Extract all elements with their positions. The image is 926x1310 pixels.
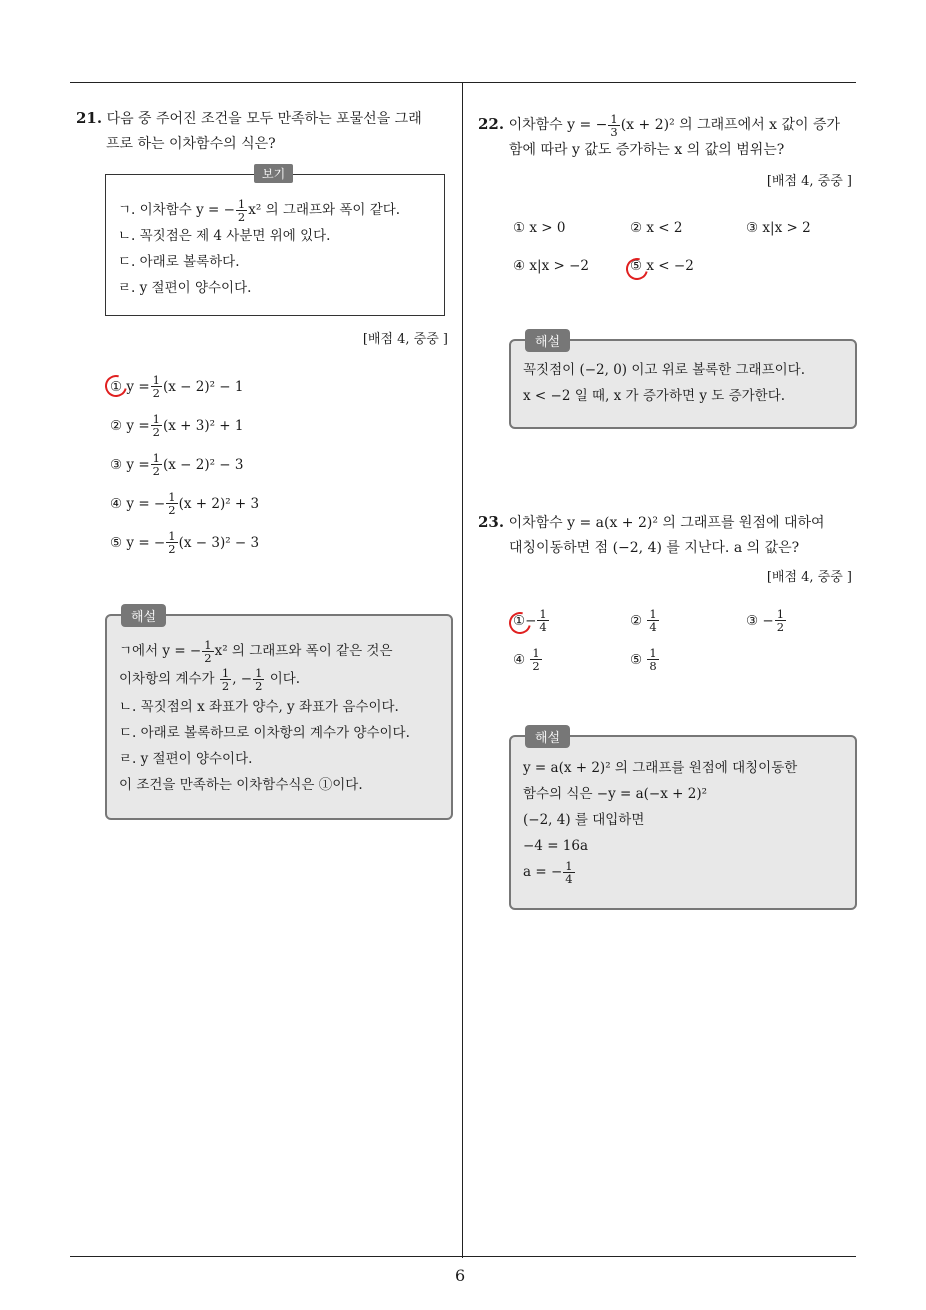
condition-box-label: 보기 xyxy=(254,164,293,183)
option-4[interactable]: ④ y = − $\frac{1}{2}$ (x + 2)² + 3 xyxy=(110,490,260,517)
solution-line: x < −2 일 때, x 가 증가하면 y 도 증가한다. xyxy=(523,388,786,404)
option-2[interactable]: ② $\frac{1}{4}$ xyxy=(630,607,657,634)
option-4[interactable]: ④ $\frac{1}{2}$ xyxy=(513,646,540,673)
score-label: [배점 4, 중중 ] xyxy=(766,174,852,189)
solution-label: 해설 xyxy=(121,604,166,627)
condition-line: ㄷ. 아래로 볼록하다. xyxy=(118,254,240,270)
solution-box xyxy=(509,731,857,910)
solution-line: 이차항의 계수가 $\frac{1}{2}$ , − $\frac{1}{2}$ 이다. xyxy=(119,666,301,693)
question-text-line2: 프로 하는 이차함수의 식은? xyxy=(106,136,276,152)
column-divider xyxy=(462,82,463,1258)
question-number: 23. xyxy=(478,513,505,531)
solution-label: 해설 xyxy=(525,329,570,352)
solution-line: 꼭짓점이 (−2, 0) 이고 위로 볼록한 그래프이다. xyxy=(523,362,806,378)
question-22: 22. 이차함수 y = − $\frac{1}{3}$ (x + 2)² 의 그래프에서 x 값이 증가 함에 따라 y 값도 증가하는 x 의 값의 범위는? xyxy=(478,112,862,163)
solution-line: 함수의 식은 −y = a(−x + 2)² xyxy=(523,786,708,802)
condition-box xyxy=(105,167,445,316)
question-number: 22. xyxy=(478,115,505,133)
option-2[interactable]: ② y = $\frac{1}{2}$ (x + 3)² + 1 xyxy=(110,412,244,439)
solution-line: ㄷ. 아래로 볼록하므로 이차항의 계수가 양수이다. xyxy=(119,725,410,741)
condition-line: ㄹ. y 절편이 양수이다. xyxy=(118,280,252,296)
option-5[interactable]: ⑤ y = − $\frac{1}{2}$ (x − 3)² − 3 xyxy=(110,529,260,556)
question-23 xyxy=(478,510,862,561)
condition-line: ㄴ. 꼭짓점은 제 4 사분면 위에 있다. xyxy=(118,228,331,244)
solution-box xyxy=(509,335,857,429)
page-number: 6 xyxy=(455,1266,466,1285)
option-3[interactable]: ③ x|x > 2 xyxy=(746,220,811,236)
score-label: [배점 4, 중중 ] xyxy=(766,570,852,585)
solution-line: a = − $\frac{1}{4}$ xyxy=(523,859,573,886)
solution-line: ㄴ. 꼭짓점의 x 좌표가 양수, y 좌표가 음수이다. xyxy=(119,699,399,715)
option-4[interactable]: ④ x|x > −2 xyxy=(513,258,589,274)
bottom-rule xyxy=(70,1256,856,1257)
question-text: 다음 중 주어진 조건을 모두 만족하는 포물선을 그래 xyxy=(106,111,422,127)
solution-box xyxy=(105,610,453,820)
condition-line: ㄱ. 이차함수 y = − $\frac{1}{2}$ x² 의 그래프와 폭이 같다. xyxy=(118,197,401,224)
top-rule xyxy=(70,82,856,83)
option-3[interactable]: ③ y = $\frac{1}{2}$ (x − 2)² − 3 xyxy=(110,451,244,478)
option-1[interactable]: ① − $\frac{1}{4}$ xyxy=(513,607,547,634)
option-1[interactable]: ① y = $\frac{1}{2}$ (x − 2)² − 1 xyxy=(110,373,244,400)
option-3[interactable]: ③ − $\frac{1}{2}$ xyxy=(746,607,785,634)
question-text-line2: 함에 따라 y 값도 증가하는 x 의 값의 범위는? xyxy=(509,142,785,158)
solution-line: 이 조건을 만족하는 이차함수식은 ①이다. xyxy=(119,777,363,793)
solution-line: −4 = 16a xyxy=(523,838,589,854)
solution-line: ㄱ에서 y = − $\frac{1}{2}$ x² 의 그래프와 폭이 같은 것은 xyxy=(119,638,393,665)
question-text-line2: 대칭이동하면 점 (−2, 4) 를 지난다. a 의 값은? xyxy=(509,540,800,556)
question-21 xyxy=(76,106,456,157)
question-number: 21. xyxy=(76,109,103,127)
option-1[interactable]: ① x > 0 xyxy=(513,220,566,236)
question-text: 이차함수 y = a(x + 2)² 의 그래프를 원점에 대하여 xyxy=(508,515,825,531)
solution-line: (−2, 4) 를 대입하면 xyxy=(523,812,645,828)
option-2[interactable]: ② x < 2 xyxy=(630,220,683,236)
solution-line: y = a(x + 2)² 의 그래프를 원점에 대칭이동한 xyxy=(523,760,798,776)
solution-line: ㄹ. y 절편이 양수이다. xyxy=(119,751,253,767)
solution-label: 해설 xyxy=(525,725,570,748)
option-5[interactable]: ⑤ $\frac{1}{8}$ xyxy=(630,646,657,673)
option-5[interactable]: ⑤ x < −2 xyxy=(630,258,694,274)
score-label: [배점 4, 중중 ] xyxy=(362,332,448,347)
